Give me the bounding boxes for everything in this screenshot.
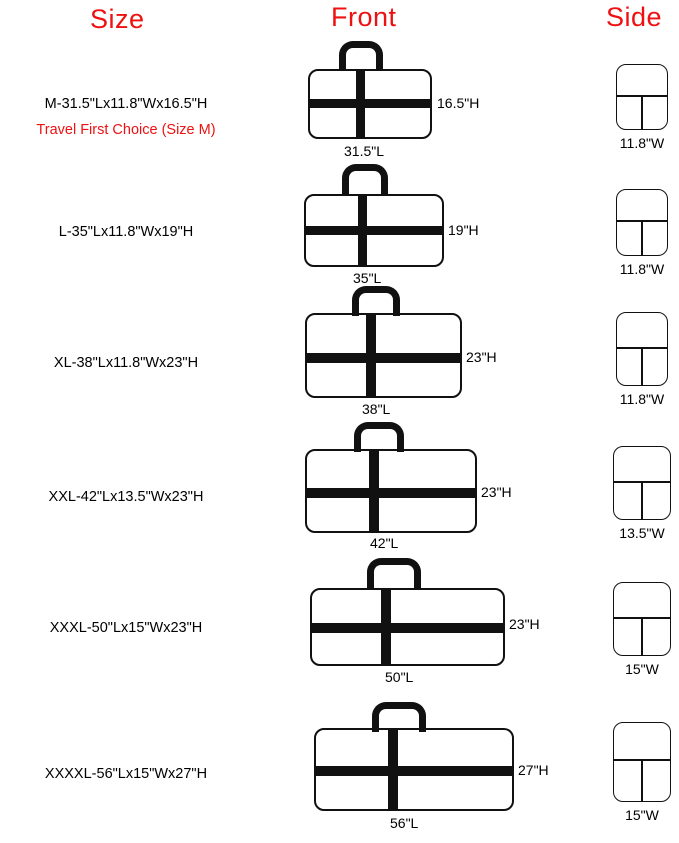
side-body [613,446,671,520]
side-view [560,562,679,702]
bag-strap-horizontal [312,623,503,633]
bag-strap-horizontal [307,488,475,498]
side-divider-vertical [641,759,643,801]
front-height-label: 27"H [518,762,549,778]
side-divider-vertical [641,347,643,385]
front-length-label: 38"L [362,401,391,417]
front-height-label: 23"H [481,484,512,500]
front-height-label: 19"H [448,222,479,238]
front-height-label: 16.5"H [437,95,480,111]
side-width-label: 13.5"W [619,525,665,541]
bag-strap-vertical [358,196,367,265]
front-length-label: 42"L [370,535,399,551]
size-column [0,170,252,310]
bag-body [304,194,444,267]
bag-strap-vertical [366,315,376,396]
size-column [0,300,252,440]
bag-strap-horizontal [306,226,442,235]
size-label: L-35"Lx11.8"Wx19"H [58,224,194,240]
side-divider-vertical [641,617,643,655]
side-body [616,312,668,386]
header-front: Front [331,2,397,32]
bag-handle [354,422,404,452]
table-row [0,300,679,440]
side-body [616,64,668,130]
bag-strap-horizontal [310,99,430,108]
bag-handle [352,286,400,316]
header-side: Side [606,2,663,32]
bag-strap-vertical [381,590,391,664]
side-body [613,582,671,656]
front-length-label: 50"L [385,669,414,685]
side-view [560,432,679,572]
side-width-label: 15"W [625,661,659,677]
front-view [252,432,512,572]
front-view [252,700,549,840]
bag-strap-vertical [356,71,365,137]
front-height-label: 23"H [509,616,540,632]
bag-handle [367,558,421,590]
table-row [0,700,679,840]
bag-strap-vertical [388,730,398,809]
side-body [613,722,671,802]
side-view [560,170,679,310]
side-view [560,300,679,440]
bag-body [314,728,514,811]
bag-handle [372,702,426,732]
side-width-label: 15"W [625,807,659,823]
size-note: Travel First Choice (Size M) [36,122,216,138]
side-divider-vertical [641,481,643,519]
bag-body [305,449,477,533]
side-width-label: 11.8"W [619,261,665,277]
size-label: XXXXL-56"Lx15"Wx27"H [44,766,208,782]
size-label: XL-38"Lx11.8"Wx23"H [53,355,199,371]
side-divider-vertical [641,95,643,129]
size-column [0,44,252,184]
front-view [252,562,540,702]
chart-header [0,0,679,44]
side-divider-vertical [641,220,643,255]
side-view [560,700,679,840]
side-body [616,189,668,256]
size-column [0,432,252,572]
bag-body [305,313,462,398]
bag-handle [342,164,388,196]
table-row [0,432,679,572]
size-column [0,700,252,840]
bag-strap-horizontal [316,766,512,776]
size-label: M-31.5"Lx11.8"Wx16.5"H [44,96,208,112]
front-view [252,44,512,184]
bag-body [308,69,432,139]
table-row [0,44,679,184]
bag-strap-horizontal [307,353,460,363]
bag-body [310,588,505,666]
front-height-label: 23"H [466,349,497,365]
front-length-label: 35"L [353,270,382,286]
header-size: Size [90,4,145,34]
bag-handle [339,41,383,71]
table-row [0,170,679,310]
front-length-label: 56"L [390,815,419,831]
size-label: XXL-42"Lx13.5"Wx23"H [48,489,204,505]
front-length-label: 31.5"L [344,143,385,159]
size-column [0,562,252,702]
side-width-label: 11.8"W [619,135,665,151]
side-view [560,44,679,184]
size-label: XXXL-50"Lx15"Wx23"H [49,620,203,636]
table-row [0,562,679,702]
side-width-label: 11.8"W [619,391,665,407]
front-view [252,300,512,440]
bag-strap-vertical [369,451,379,531]
